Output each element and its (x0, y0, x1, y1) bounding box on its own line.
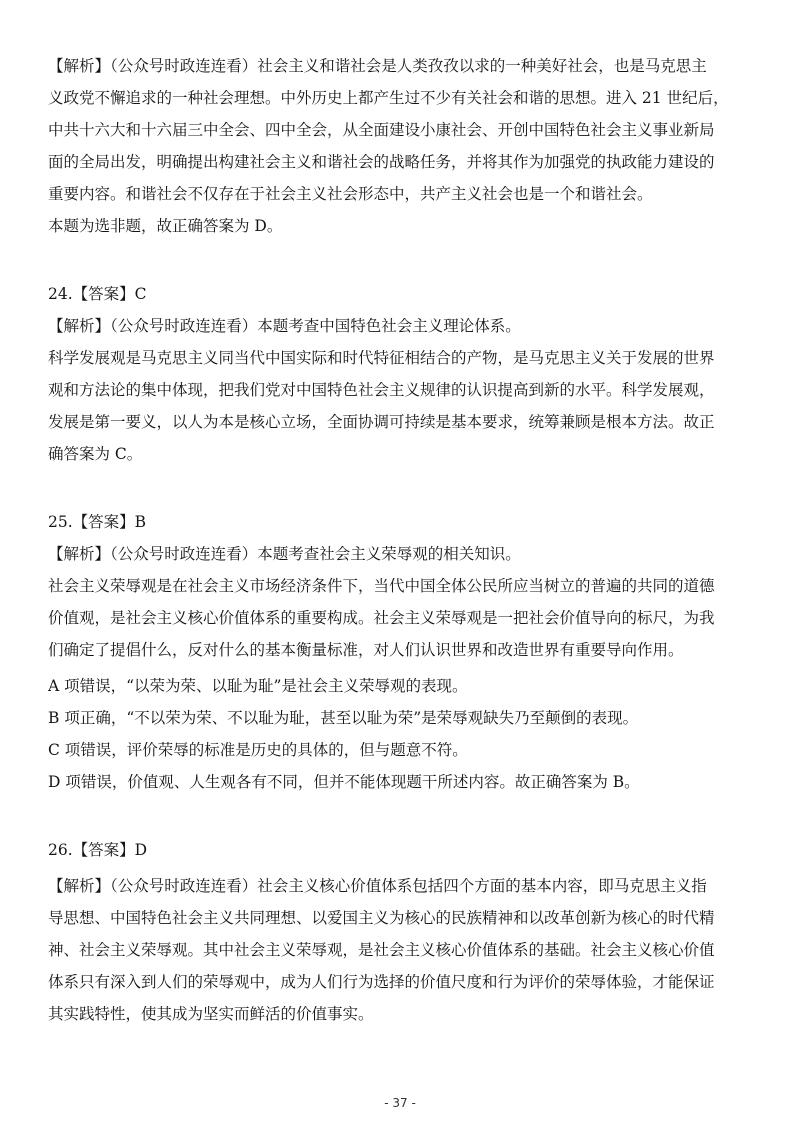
analysis-24-line-2: 科学发展观是马克思主义同当代中国实际和时代特征相结合的产物，是马克思主义关于发展的世界 (48, 349, 715, 367)
analysis-26-line-4: 体系只有深入到人们的荣辱观中，成为人们行为选择的价值尺度和行为评价的荣辱体验，才能保证 (48, 973, 715, 991)
analysis-23-line-3: 中共十六大和十六届三中全会、四中全会，从全面建设小康社会、开创中国特色社会主义事业新局 (48, 121, 715, 139)
analysis-25-line-2: 社会主义荣辱观是在社会主义市场经济条件下，当代中国全体公民所应当树立的普遍的共同的道德 (48, 577, 715, 595)
analysis-23-line-1: 【解析】（公众号时政连连看）社会主义和谐社会是人类孜孜以求的一种美好社会，也是马克思主 (48, 57, 707, 75)
page-number: - 37 - (384, 1096, 416, 1110)
option-a-explanation: A 项错误，“以荣为荣、以耻为耻”是社会主义荣辱观的表现。 (48, 677, 468, 695)
analysis-23-line-6: 本题为选非题，故正确答案为 D。 (48, 217, 283, 235)
analysis-26-line-2: 导思想、中国特色社会主义共同理想、以爱国主义为核心的民族精神和以改革创新为核心的时代精 (48, 909, 715, 927)
analysis-24-line-4: 发展是第一要义，以人为本是核心立场，全面协调可持续是基本要求，统筹兼顾是根本方法。故正 (48, 413, 715, 431)
analysis-26-line-1: 【解析】（公众号时政连连看）社会主义核心价值体系包括四个方面的基本内容，即马克思主义指 (48, 877, 707, 895)
analysis-25-line-4: 们确定了提倡什么，反对什么的基本衡量标准，对人们认识世界和改造世界有重要导向作用。 (48, 641, 684, 659)
analysis-23-line-4: 面的全局出发，明确提出构建社会主义和谐社会的战略任务，并将其作为加强党的执政能力建设的 (48, 153, 715, 171)
analysis-23-line-5: 重要内容。和谐社会不仅存在于社会主义社会形态中，共产主义社会也是一个和谐社会。 (48, 185, 653, 203)
analysis-24-line-5: 确答案为 C。 (48, 445, 143, 463)
option-d-explanation: D 项错误，价值观、人生观各有不同，但并不能体现题干所述内容。故正确答案为 B。 (48, 773, 640, 791)
answer-24-header: 24.【答案】C (48, 285, 147, 303)
analysis-26-line-3: 神、社会主义荣辱观。其中社会主义荣辱观，是社会主义核心价值体系的基础。社会主义核心价值 (48, 941, 715, 959)
analysis-24-line-1: 【解析】（公众号时政连连看）本题考查中国特色社会主义理论体系。 (48, 317, 521, 335)
analysis-24-line-3: 观和方法论的集中体现，把我们党对中国特色社会主义规律的认识提高到新的水平。科学发展观， (48, 381, 715, 399)
option-b-explanation: B 项正确，“不以荣为荣、不以耻为耻，甚至以耻为荣”是荣辱观缺失乃至颠倒的表现。 (48, 709, 639, 727)
analysis-26-line-5: 其实践特性，使其成为坚实而鲜活的价值事实。 (48, 1005, 374, 1023)
answer-25-header: 25.【答案】B (48, 513, 147, 531)
analysis-25-line-1: 【解析】（公众号时政连连看）本题考查社会主义荣辱观的相关知识。 (48, 545, 521, 563)
analysis-23-line-2: 义政党不懈追求的一种社会理想。中外历史上都产生过不少有关社会和谐的思想。进入 21 世纪后， (48, 89, 729, 107)
option-c-explanation: C 项错误，评价荣辱的标准是历史的具体的，但与题意不符。 (48, 741, 468, 759)
answer-26-header: 26.【答案】D (48, 841, 148, 859)
analysis-25-line-3: 价值观，是社会主义核心价值体系的重要构成。社会主义荣辱观是一把社会价值导向的标尺，为我 (48, 609, 715, 627)
